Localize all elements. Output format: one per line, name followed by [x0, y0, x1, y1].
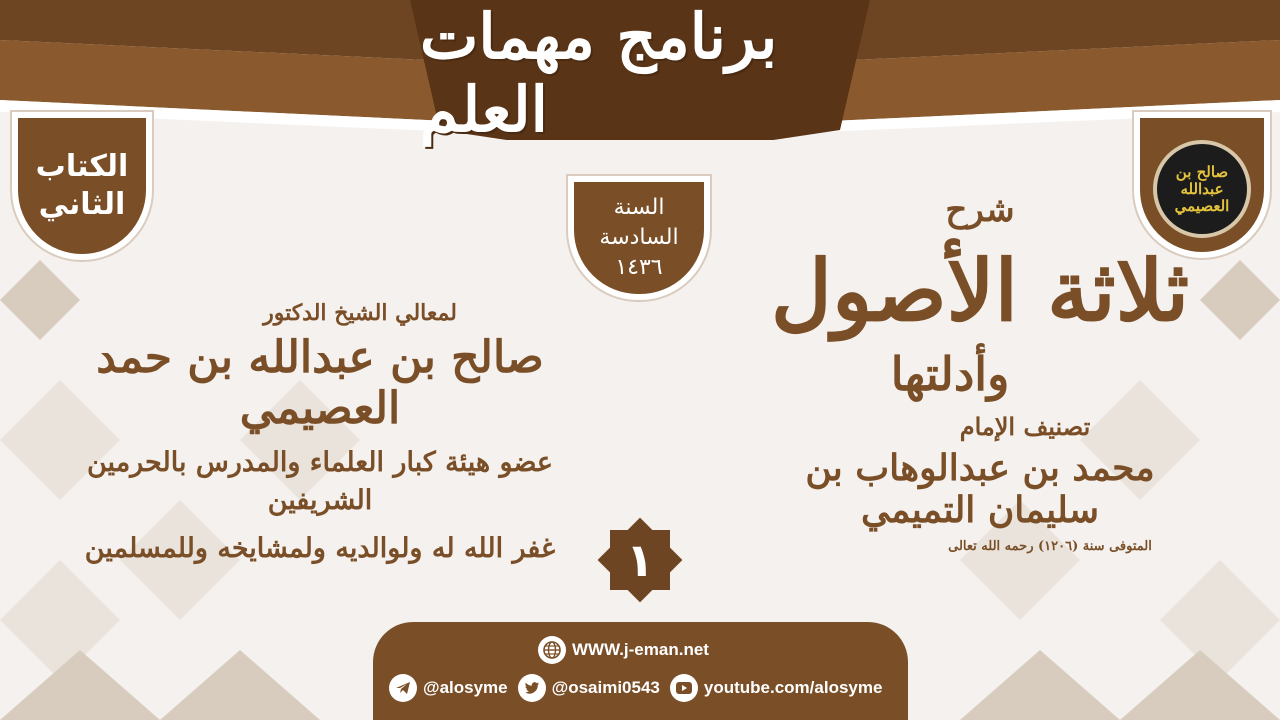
social-row — [389, 674, 892, 702]
year-number: ١٤٣٦ — [615, 255, 663, 280]
book-label: الكتاب — [35, 149, 129, 184]
year-label: السنة — [613, 195, 665, 220]
program-title: برنامج مهمات العلم — [420, 0, 778, 146]
youtube-url: youtube.com/alosyme — [703, 678, 883, 697]
book-number-badge — [12, 112, 152, 260]
website-row — [538, 636, 709, 664]
speaker-block — [60, 300, 580, 568]
telegram-handle: @alosyme — [423, 678, 508, 697]
speaker-name: صالح بن عبدالله بن حمد العصيمي — [96, 332, 544, 434]
twitter-icon — [518, 674, 546, 702]
author-name: محمد بن عبدالوهاب بن سليمان التميمي — [805, 447, 1155, 531]
logo-text: صالح بن عبدالله العصيمي — [1174, 162, 1230, 215]
footer-bar — [373, 622, 908, 720]
telegram-icon — [389, 674, 417, 702]
book-title-block — [760, 190, 1200, 554]
author-label: تصنيف الإمام — [959, 412, 1091, 441]
book-subtitle: وأدلتها — [890, 347, 1010, 401]
episode-number: ١ — [625, 533, 655, 587]
speaker-position: عضو هيئة كبار العلماء والمدرس بالحرمين الشريفين — [87, 447, 553, 516]
globe-icon — [538, 636, 566, 664]
speaker-prayer: غفر الله له ولوالديه ولمشايخه وللمسلمين — [84, 533, 556, 564]
speaker-title: لمعالي الشيخ الدكتور — [263, 300, 457, 326]
book-title: ثلاثة الأصول — [770, 241, 1190, 340]
book-ordinal: الثاني — [38, 187, 126, 222]
episode-badge — [590, 510, 690, 610]
youtube-link[interactable] — [670, 674, 883, 702]
website-link[interactable]: WWW.j-eman.net — [572, 640, 709, 659]
twitter-handle: @osaimi0543 — [551, 678, 660, 697]
telegram-link[interactable] — [389, 674, 508, 702]
book-sharh: شرح — [945, 190, 1015, 230]
youtube-icon — [670, 674, 698, 702]
author-death: المتوفى سنة (١٢٠٦) رحمه الله تعالى — [948, 539, 1152, 554]
twitter-link[interactable] — [518, 674, 660, 702]
year-ordinal: السادسة — [599, 225, 679, 250]
